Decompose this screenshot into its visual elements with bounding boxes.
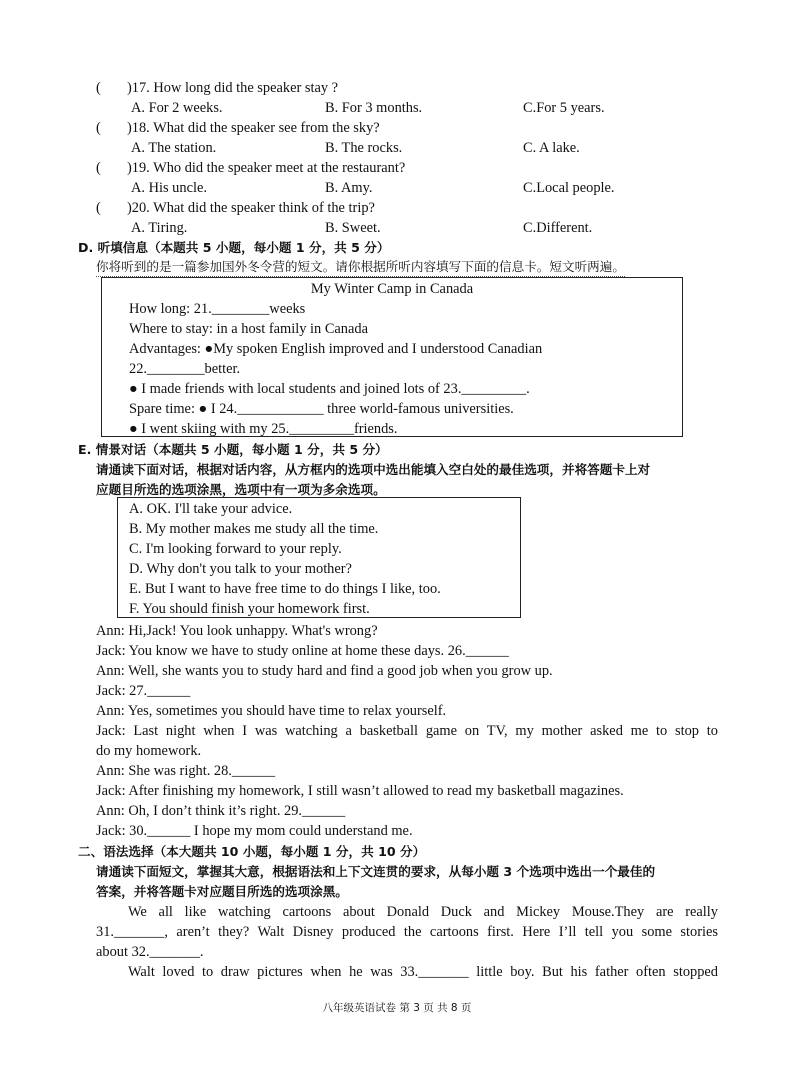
option-a: A. For 2 weeks.: [131, 100, 223, 116]
option-c: C.For 5 years.: [523, 100, 605, 116]
section-e-instruction: 应题目所选的选项涂黑，选项中有一项为多余选项。: [96, 482, 386, 497]
option-item: E. But I want to have free time to do things I like, too.: [129, 581, 441, 597]
dialogue-line: Jack: 27.______: [96, 683, 191, 699]
passage-line: Walt loved to draw pictures when he was 33._______ little boy. But his father often stopped: [128, 964, 718, 980]
passage-line: 31._______, aren’t they? Walt Disney produced the cartoons first. Here I’ll tell you some stories: [96, 924, 718, 940]
info-card-line: 22.________better.: [129, 361, 241, 377]
dialogue-line: Ann: Well, she wants you to study hard and find a good job when you grow up.: [96, 663, 553, 679]
info-card-line: How long: 21.________weeks: [129, 301, 306, 317]
dialogue-line: Ann: Hi,Jack! You look unhappy. What's wrong?: [96, 623, 378, 639]
option-item: B. My mother makes me study all the time.: [129, 521, 379, 537]
option-item: D. Why don't you talk to your mother?: [129, 561, 352, 577]
option-item: A. OK. I'll take your advice.: [129, 501, 293, 517]
option-item: F. You should finish your homework first.: [129, 601, 370, 617]
option-c: C.Local people.: [523, 180, 615, 196]
passage-line: We all like watching cartoons about Donald Duck and Mickey Mouse.They are really: [128, 904, 718, 920]
dialogue-line: Jack: You know we have to study online at home these days. 26.______: [96, 643, 509, 659]
answer-paren[interactable]: (: [96, 160, 101, 176]
section-e-instruction: 请通读下面对话，根据对话内容，从方框内的选项中选出能填入空白处的最佳选项，并将答题卡上对: [96, 462, 651, 477]
dialogue-line: Ann: She was right. 28.______: [96, 763, 276, 779]
passage-line: about 32._______.: [96, 944, 204, 960]
option-b: B. Amy.: [325, 180, 373, 196]
dialogue-line: Ann: Oh, I don’t think it’s right. 29.______: [96, 803, 346, 819]
dialogue-line: Jack: Last night when I was watching a basketball game on TV, my mother asked me to stop to: [96, 723, 718, 739]
option-a: A. Tiring.: [131, 220, 188, 236]
option-c: C. A lake.: [523, 140, 580, 156]
option-a: A. The station.: [131, 140, 217, 156]
info-card-line: Spare time: ● I 24.____________ three world-famous universities.: [129, 401, 514, 417]
dialogue-line: Ann: Yes, sometimes you should have time to relax yourself.: [96, 703, 447, 719]
section-d-heading: D. 听填信息（本题共 5 小题，每小题 1 分，共 5 分）: [78, 240, 390, 255]
answer-paren[interactable]: (: [96, 200, 101, 216]
option-b: B. The rocks.: [325, 140, 403, 156]
dialogue-line: Jack: After finishing my homework, I still wasn’t allowed to read my basketball magazines.: [96, 783, 624, 799]
info-card-line: ● I made friends with local students and joined lots of 23._________.: [129, 381, 530, 397]
section-2-instruction: 请通读下面短文，掌握其大意，根据语法和上下文连贯的要求，从每小题 3 个选项中选出一个最佳的: [96, 864, 656, 879]
info-card-line: Advantages: ●My spoken English improved and I understood Canadian: [129, 341, 543, 357]
option-item: C. I'm looking forward to your reply.: [129, 541, 342, 557]
option-a: A. His uncle.: [131, 180, 207, 196]
question-stem: )20. What did the speaker think of the trip?: [127, 200, 375, 216]
question-stem: )17. How long did the speaker stay ?: [127, 80, 339, 96]
answer-paren[interactable]: (: [96, 120, 101, 136]
dialogue-line: do my homework.: [96, 743, 202, 759]
question-stem: )19. Who did the speaker meet at the restaurant?: [127, 160, 406, 176]
question-stem: )18. What did the speaker see from the sky?: [127, 120, 380, 136]
page-footer: 八年级英语试卷 第 3 页 共 8 页: [322, 1002, 472, 1014]
section-2-heading: 二、语法选择（本大题共 10 小题，每小题 1 分，共 10 分）: [78, 844, 426, 859]
option-b: B. For 3 months.: [325, 100, 423, 116]
option-b: B. Sweet.: [325, 220, 381, 236]
section-e-heading: E. 情景对话（本题共 5 小题，每小题 1 分，共 5 分）: [78, 442, 388, 457]
section-d-instruction: 你将听到的是一篇参加国外冬令营的短文。请你根据所听内容填写下面的信息卡。短文听两遍。: [96, 258, 625, 277]
option-c: C.Different.: [523, 220, 593, 236]
dialogue-line: Jack: 30.______ I hope my mom could understand me.: [96, 823, 413, 839]
section-2-instruction: 答案，并将答题卡对应题目所选的选项涂黑。: [96, 884, 348, 899]
info-card-line: ● I went skiing with my 25._________friends.: [129, 421, 398, 437]
info-card-line: Where to stay: in a host family in Canada: [129, 321, 368, 337]
info-card-title: My Winter Camp in Canada: [310, 281, 474, 297]
answer-paren[interactable]: (: [96, 80, 101, 96]
